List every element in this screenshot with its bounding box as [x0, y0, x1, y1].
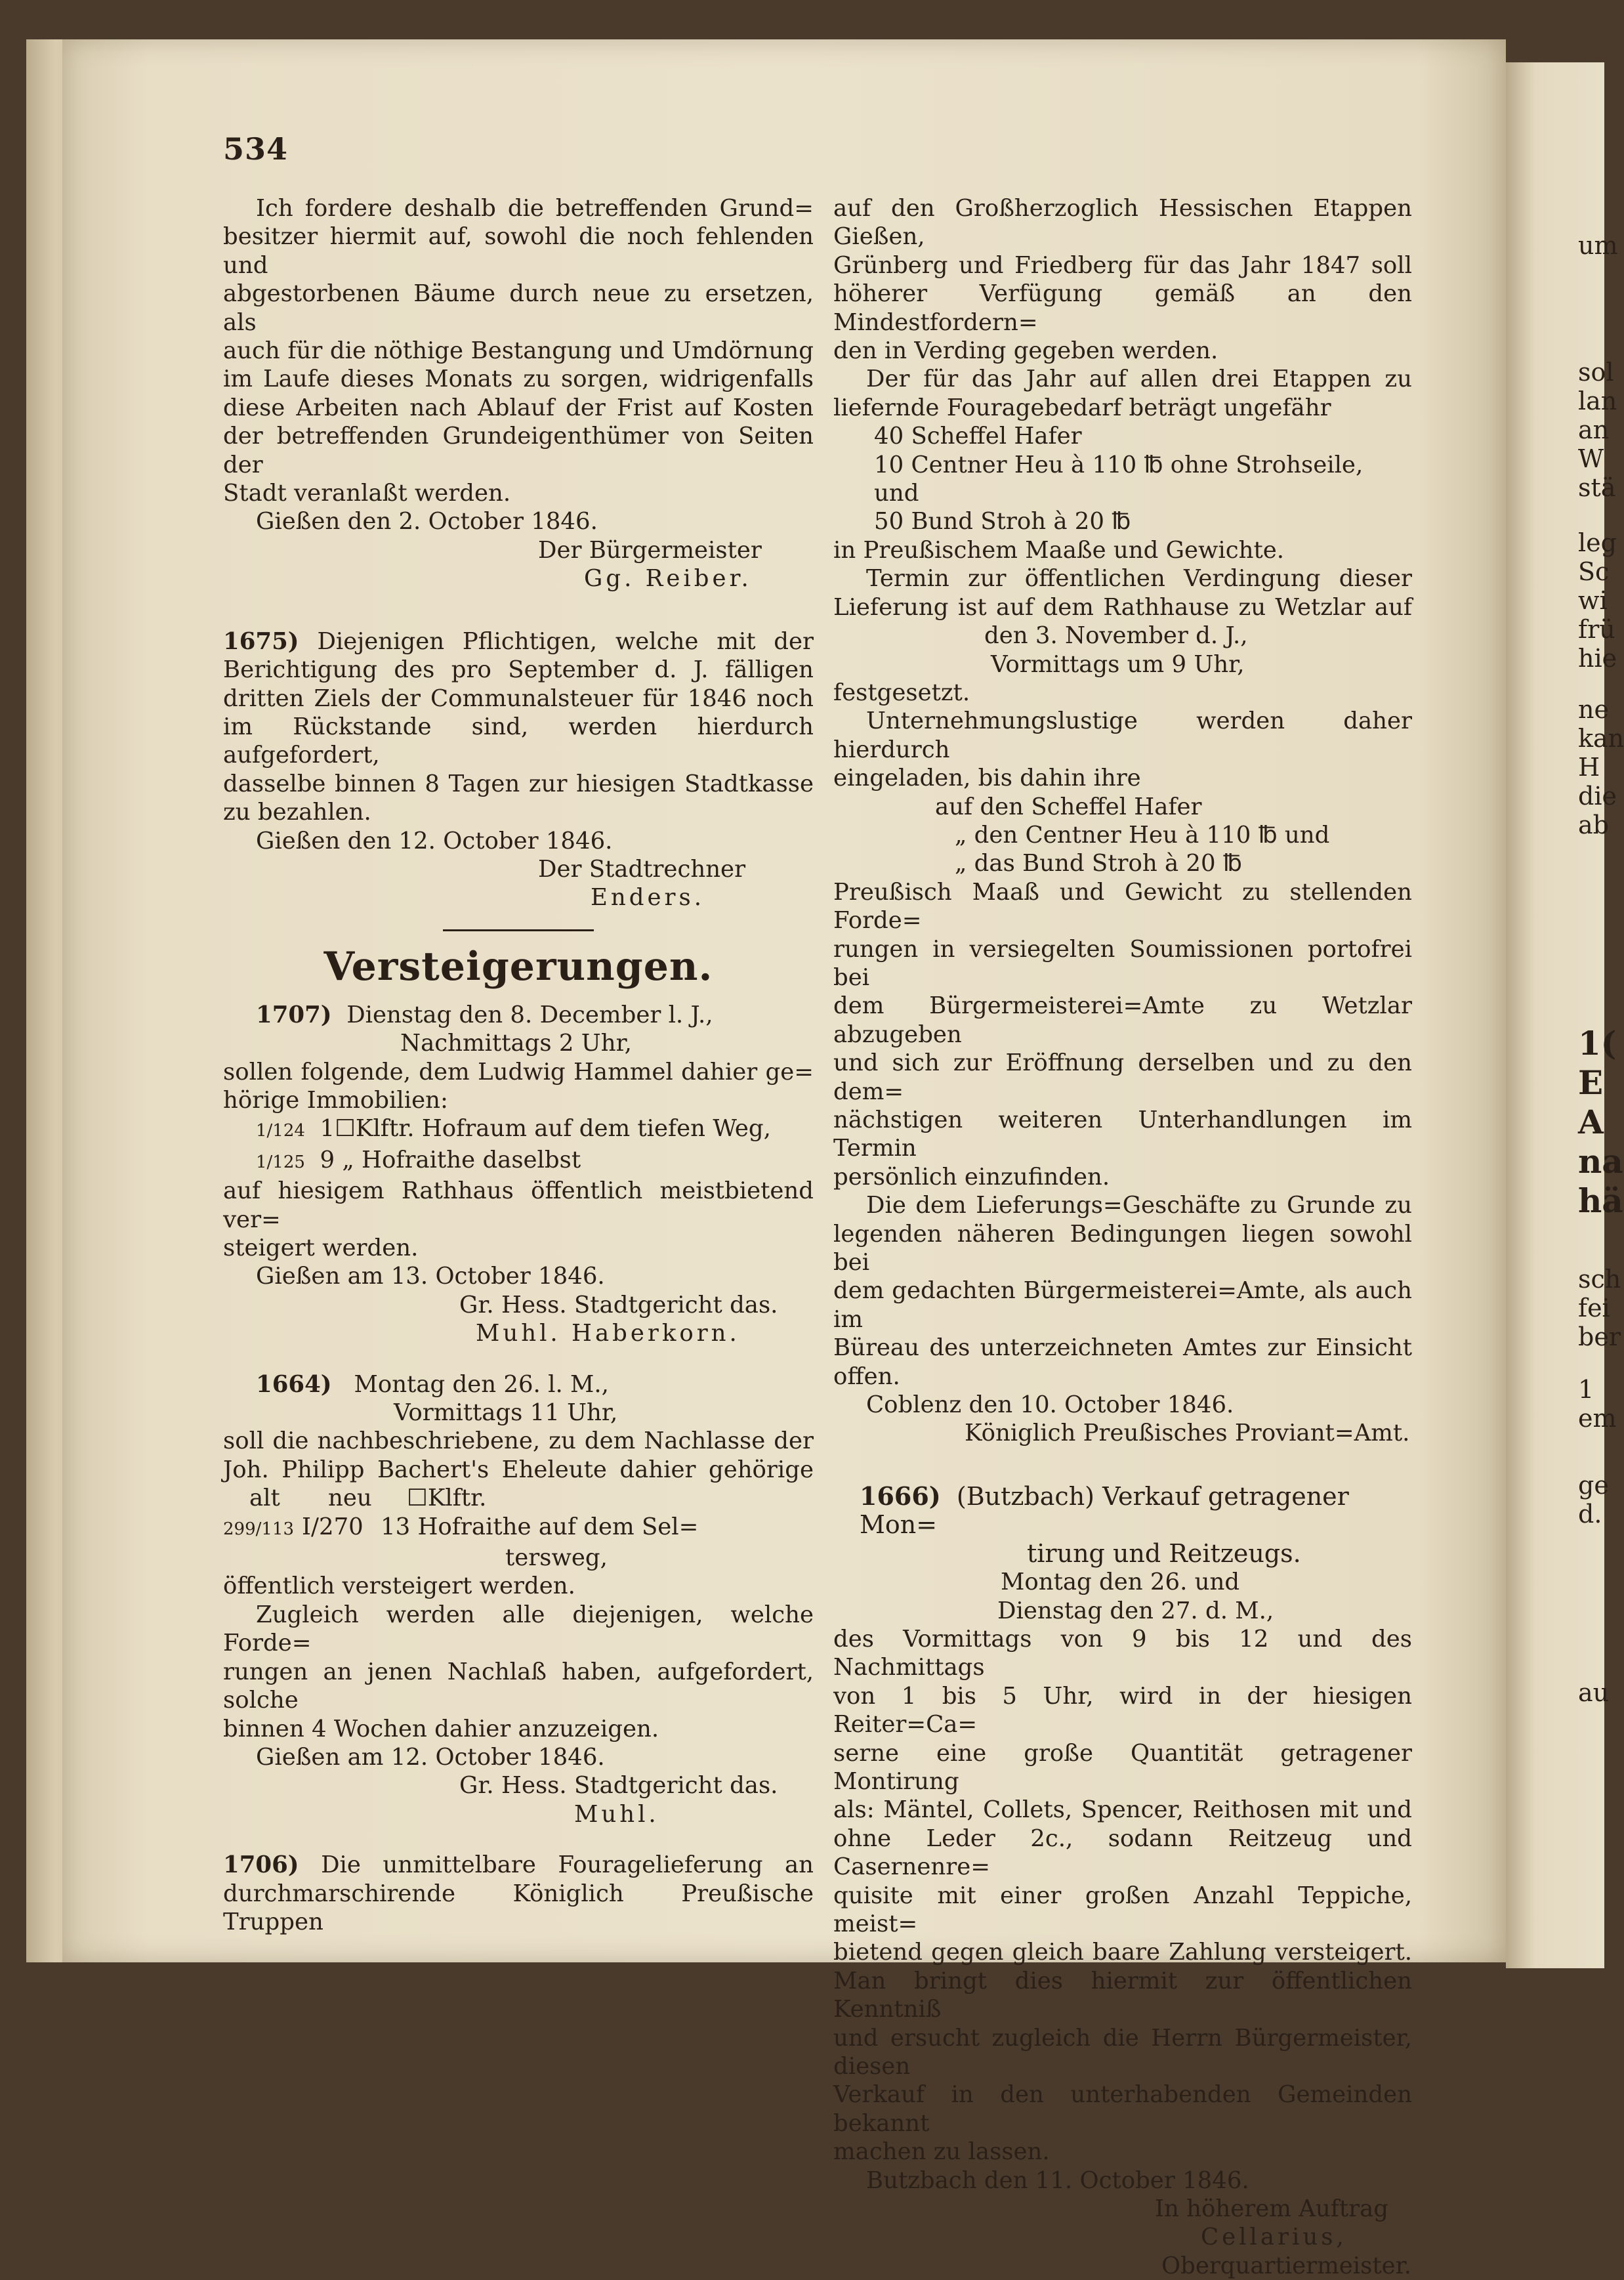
- text-line: nächstigen weiteren Unterhandlungen im Termin: [833, 1107, 1412, 1162]
- text-line: und sich zur Eröffnung derselben und zu den dem=: [833, 1049, 1412, 1105]
- signature-title: Oberquartiermeister.: [1161, 2252, 1412, 2279]
- supply-item: 40 Scheffel Hafer: [874, 423, 1082, 450]
- notice-number: 1707): [256, 1001, 332, 1028]
- fragment: lan: [1578, 387, 1617, 415]
- offer-line: auf den Scheffel Hafer: [935, 793, 1202, 820]
- notice-date: Gießen den 12. October 1846.: [256, 827, 613, 855]
- text-line: im Rückstande sind, werden hierdurch aufgefordert,: [223, 713, 814, 769]
- fragment: H: [1578, 753, 1600, 782]
- text-line: Joh. Philipp Bachert's Eheleute dahier gehörige: [223, 1456, 814, 1483]
- text-line: der betreffenden Grundeigenthümer von Seiten der: [223, 423, 814, 478]
- notice-number: 1706): [223, 1851, 299, 1879]
- text-line: als: Mäntel, Collets, Spencer, Reithosen mit und: [833, 1796, 1412, 1824]
- notice-1706: [223, 1851, 814, 1936]
- fragment: ab: [1578, 811, 1609, 839]
- text-line: besitzer hiermit auf, sowohl die noch fehlenden und: [223, 223, 814, 279]
- text-line: steigert werden.: [223, 1235, 419, 1261]
- fragment: ber: [1578, 1322, 1621, 1351]
- fragment: die: [1578, 782, 1617, 811]
- fragment: W: [1578, 444, 1604, 473]
- text-line: sollen folgende, dem Ludwig Hammel dahier ge=: [223, 1058, 814, 1086]
- text-line: rungen in versiegelten Soumissionen portofrei bei: [833, 935, 1412, 991]
- parcel-number: 1/125: [256, 1152, 305, 1172]
- text-line: öffentlich versteigert werden.: [223, 1573, 575, 1600]
- text-line: 9 „ Hofraithe daselbst: [320, 1146, 581, 1173]
- fragment: ge: [1578, 1471, 1609, 1500]
- offer-line: „ den Centner Heu à 110 ℔ und: [955, 821, 1330, 849]
- fragment: sol: [1578, 358, 1614, 387]
- notice-date: Coblenz den 10. October 1846.: [866, 1391, 1234, 1419]
- text-line: in Preußischem Maaße und Gewichte.: [833, 536, 1285, 564]
- section-heading: Versteigerungen.: [323, 943, 713, 990]
- notice-date: Gießen am 13. October 1846.: [256, 1263, 605, 1290]
- text-line: Verkauf in den unterhabenden Gemeinden bekannt: [833, 2081, 1412, 2137]
- text-line: serne eine große Quantität getragener Montirung: [833, 1739, 1412, 1795]
- text-line: Dienstag den 8. December l. J.,: [346, 1001, 713, 1028]
- fragment: ne: [1578, 695, 1609, 724]
- fragment: sch: [1578, 1265, 1621, 1294]
- signature-name: Enders.: [591, 884, 705, 912]
- text-line: ohne Leder 2c., sodann Reitzeug und Casernenre=: [833, 1825, 1412, 1881]
- text-line: tersweg,: [505, 1544, 608, 1572]
- notice-number: 1666): [860, 1481, 941, 1511]
- text-line: Stadt veranlaßt werden.: [223, 480, 511, 507]
- fragment: hie: [1578, 644, 1617, 673]
- text-line: des Vormittags von 9 bis 12 und des Nachmittags: [833, 1625, 1412, 1681]
- text-line: Man bringt dies hiermit zur öffentlichen Kenntniß: [833, 1967, 1412, 2023]
- text-line: Montag den 26. l. M.,: [354, 1370, 609, 1398]
- text-line: soll die nachbeschriebene, zu dem Nachlasse der: [223, 1427, 814, 1455]
- parcel-old: 299/113: [223, 1519, 295, 1539]
- parcel-number: 1/124: [256, 1121, 305, 1141]
- text-line: dritten Ziels der Communalsteuer für 1846 noch: [223, 685, 814, 712]
- notice-1707: [223, 1001, 814, 1348]
- notice-title: (Butzbach) Verkauf getragener Mon=: [860, 1481, 1349, 1540]
- signature-title: Gr. Hess. Stadtgericht das.: [459, 1291, 778, 1319]
- fragment: kan: [1578, 724, 1624, 753]
- text-line: legenden näheren Bedingungen liegen sowohl bei: [833, 1220, 1412, 1277]
- fragment: d.: [1578, 1500, 1602, 1529]
- text-line: abgestorbenen Bäume durch neue zu ersetzen, als: [223, 280, 814, 336]
- notice-date: Gießen am 12. October 1846.: [256, 1743, 605, 1771]
- column-header-neu: neu: [328, 1485, 372, 1512]
- fragment: wi: [1578, 586, 1608, 615]
- fragment: 1: [1578, 1375, 1594, 1404]
- fragment: E: [1578, 1063, 1604, 1102]
- fragment: 1(: [1578, 1024, 1617, 1063]
- text-line: Grünberg und Friedberg für das Jahr 1847 soll: [833, 251, 1412, 279]
- notice-date: Butzbach den 11. October 1846.: [866, 2166, 1249, 2194]
- text-line: im Laufe dieses Monats zu sorgen, widrigenfalls: [223, 366, 814, 393]
- fragment: frü: [1578, 615, 1615, 644]
- signature-title: Der Stadtrechner: [538, 855, 746, 883]
- fragment: um: [1578, 231, 1618, 260]
- fragment: A: [1578, 1103, 1604, 1141]
- text-line: 13 Hofraithe auf dem Sel=: [381, 1513, 699, 1540]
- fragment: em: [1578, 1404, 1617, 1433]
- left-column: [223, 194, 814, 1936]
- notice-planting: [223, 194, 814, 593]
- text-line: dasselbe binnen 8 Tagen zur hiesigen Stadtkasse: [223, 770, 814, 797]
- text-line: machen zu lassen.: [833, 2138, 1050, 2166]
- text-line: Ich fordere deshalb die betreffenden Grund=: [256, 195, 814, 222]
- text-line: Montag den 26. und: [1001, 1569, 1240, 1596]
- text-line: Diejenigen Pflichtigen, welche mit der: [317, 627, 814, 655]
- signature-title: In höherem Auftrag: [1155, 2195, 1388, 2223]
- text-line: dem Bürgermeisterei=Amte zu Wetzlar abzugeben: [833, 992, 1412, 1048]
- text-line: Zugleich werden alle diejenigen, welche Forde=: [223, 1601, 814, 1657]
- notice-title: tirung und Reitzeugs.: [1027, 1538, 1301, 1568]
- fragment: an: [1578, 415, 1610, 444]
- signature-name: Muhl. Haberkorn.: [476, 1320, 740, 1347]
- text-line: Nachmittags 2 Uhr,: [400, 1030, 632, 1057]
- column-header-alt: alt: [249, 1485, 280, 1512]
- text-line: zu bezahlen.: [223, 799, 371, 826]
- notice-number: 1664): [256, 1370, 332, 1398]
- right-column: [833, 194, 1412, 2280]
- fragment: au: [1578, 1678, 1610, 1707]
- text-line: Termin zur öffentlichen Verdingung dieser: [866, 565, 1412, 593]
- signature-name: Muhl.: [574, 1800, 659, 1828]
- fragment: fei: [1578, 1294, 1610, 1322]
- text-line: binnen 4 Wochen dahier anzuzeigen.: [223, 1715, 659, 1742]
- notice-1706-continued: [833, 194, 1412, 1448]
- text-line: liefernde Fouragebedarf beträgt ungefähr: [833, 394, 1331, 421]
- text-line: dem gedachten Bürgermeisterei=Amte, als auch im: [833, 1277, 1412, 1333]
- text-line: den in Verding gegeben werden.: [833, 337, 1218, 365]
- text-line: Vormittags um 9 Uhr,: [991, 650, 1245, 678]
- signature-title: Gr. Hess. Stadtgericht das.: [459, 1772, 778, 1800]
- signature-title: Königlich Preußisches Proviant=Amt.: [965, 1420, 1410, 1447]
- text-line: quisite mit einer großen Anzahl Teppiche, meist=: [833, 1882, 1412, 1937]
- text-line: höherer Verfügung gemäß an den Mindestfordern=: [833, 280, 1412, 336]
- notice-date: Gießen den 2. October 1846.: [256, 508, 598, 536]
- section-divider: [443, 929, 594, 931]
- text-line: den 3. November d. J.,: [984, 622, 1248, 650]
- page-number: 534: [223, 131, 289, 167]
- notice-number: 1675): [223, 627, 299, 655]
- text-line: Die dem Lieferungs=Geschäfte zu Grunde zu: [866, 1192, 1412, 1219]
- text-line: durchmarschirende Königlich Preußische Truppen: [223, 1880, 814, 1935]
- text-line: Vormittags 11 Uhr,: [394, 1399, 618, 1427]
- text-line: offen.: [833, 1362, 900, 1390]
- text-line: diese Arbeiten nach Ablauf der Frist auf Kosten: [223, 394, 814, 421]
- text-line: auf den Großherzoglich Hessischen Etappen Gießen,: [833, 195, 1412, 251]
- text-line: und ersucht zugleich die Herrn Bürgermeister, diesen: [833, 2024, 1412, 2080]
- text-line: festgesetzt.: [833, 679, 970, 706]
- fragment: na: [1578, 1142, 1623, 1181]
- text-line: Preußisch Maaß und Gewicht zu stellenden Forde=: [833, 878, 1412, 935]
- text-line: Büreau des unterzeichneten Amtes zur Einsicht: [833, 1334, 1412, 1362]
- signature-title: Der Bürgermeister: [538, 536, 762, 564]
- offer-line: „ das Bund Stroh à 20 ℔: [955, 850, 1242, 877]
- signature-name: Cellarius,: [1201, 2224, 1347, 2251]
- text-line: auch für die nöthige Bestangung und Umdörnung: [223, 337, 814, 365]
- text-line: rungen an jenen Nachlaß haben, aufgefordert, solche: [223, 1658, 814, 1714]
- text-line: bietend gegen gleich baare Zahlung versteigert.: [833, 1939, 1412, 1966]
- fragment: Sc: [1578, 557, 1610, 586]
- supply-item: 50 Bund Stroh à 20 ℔: [874, 508, 1131, 536]
- parcel-new: I/270: [302, 1513, 364, 1540]
- text-line: hörige Immobilien:: [223, 1086, 448, 1114]
- fragment: leg: [1578, 528, 1617, 557]
- fragment: stä: [1578, 473, 1616, 502]
- fragment: hä: [1578, 1181, 1623, 1220]
- text-line: Berichtigung des pro September d. J. fälligen: [223, 656, 814, 684]
- notice-1664: [223, 1370, 814, 1829]
- text-line: persönlich einzufinden.: [833, 1163, 1110, 1191]
- text-line: auf hiesigem Rathhaus öffentlich meistbietend ver=: [223, 1177, 814, 1233]
- signature-name: Gg. Reiber.: [584, 565, 752, 593]
- text-line: Unternehmungslustige werden daher hierdurch: [833, 707, 1412, 763]
- text-line: Der für das Jahr auf allen drei Etappen zu: [866, 366, 1412, 393]
- text-line: Dienstag den 27. d. M.,: [997, 1597, 1274, 1624]
- column-header-klftr: ☐Klftr.: [407, 1485, 487, 1512]
- notice-1666: [833, 1482, 1412, 2280]
- text-line: Lieferung ist auf dem Rathhause zu Wetzlar auf: [833, 593, 1412, 621]
- notice-1675: [223, 627, 814, 912]
- text-line: 1☐Klftr. Hofraum auf dem tiefen Weg,: [320, 1115, 771, 1143]
- text-line: von 1 bis 5 Uhr, wird in der hiesigen Reiter=Ca=: [833, 1682, 1412, 1739]
- text-line: Die unmittelbare Fouragelieferung an: [321, 1851, 814, 1879]
- text-line: eingeladen, bis dahin ihre: [833, 765, 1141, 792]
- supply-item: 10 Centner Heu à 110 ℔ ohne Strohseile, und: [874, 451, 1364, 507]
